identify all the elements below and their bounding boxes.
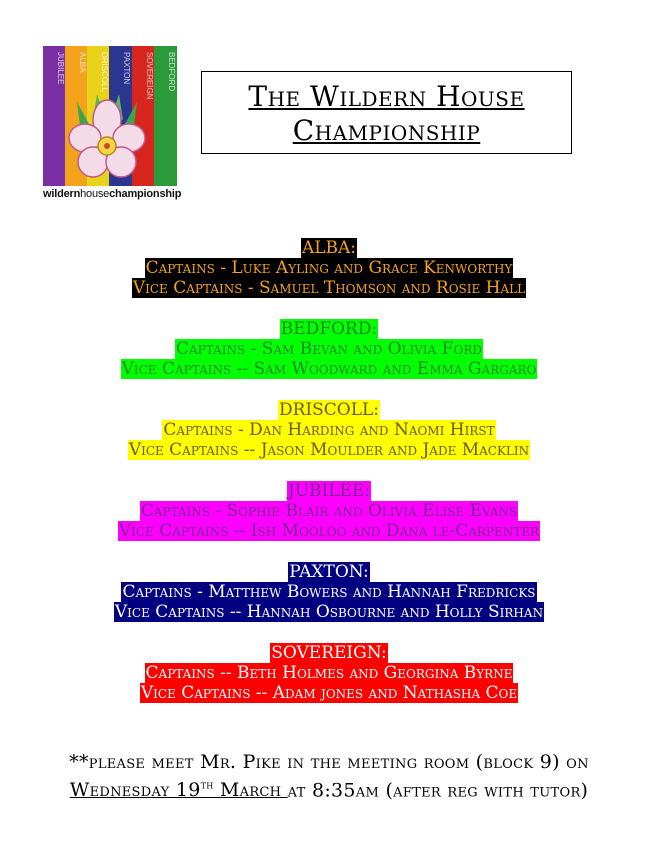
vice-captains-line: Vice Captains -- Sam Woodward and Emma Gargaro: [121, 359, 537, 379]
house-name: SOVEREIGN:: [271, 643, 387, 663]
house-block-driscoll: [0, 400, 658, 460]
captains-line: Captains - Matthew Bowers and Hannah Fredricks: [122, 582, 536, 602]
house-block-jubilee: [0, 481, 658, 541]
house-name: ALBA:: [301, 238, 357, 258]
title-box: [201, 71, 572, 154]
vice-captains-line: Vice Captains -- Ish Mooloo and Dana le-Carpenter: [118, 521, 540, 541]
page-title-line-2: Championship: [292, 114, 481, 147]
vice-captains-line: Vice Captains -- Adam jones and Nathasha Coe: [140, 683, 518, 703]
vice-captains-line: Vice Captains -- Jason Moulder and Jade Macklin: [128, 440, 530, 460]
vice-captains-line: Vice Captains -- Hannah Osbourne and Holly Sirhan: [114, 602, 544, 622]
vice-captains-line: Vice Captains - Samuel Thomson and Rosie Hall: [132, 278, 526, 298]
house-captains-list: [0, 238, 658, 724]
logo-graphic: [43, 46, 180, 186]
house-block-alba: [0, 238, 658, 298]
captains-line: Captains - Sam Bevan and Olivia Ford: [175, 339, 483, 359]
logo-stripe-label: sovereign: [144, 52, 158, 100]
logo-stripe-label: jubilee: [55, 52, 69, 85]
notice-suffix: at 8:35am (after reg with tutor): [287, 779, 589, 802]
captains-line: Captains -- Beth Holmes and Georgina Byrne: [145, 663, 513, 683]
logo-stripe-label: paxton: [121, 52, 135, 85]
logo-stripe-label: driscoll: [99, 52, 113, 93]
logo-stripe-label: bedford: [166, 52, 180, 92]
captains-line: Captains - Sophie Blair and Olivia Elise Evans: [140, 501, 518, 521]
house-name: PAXTON:: [289, 562, 369, 582]
house-championship-logo: [43, 46, 182, 206]
notice-prefix: **please meet Mr. Pike in the meeting room (block 9) on: [69, 751, 589, 773]
house-name: DRISCOLL:: [278, 400, 380, 420]
house-block-bedford: [0, 319, 658, 379]
captains-line: Captains - Dan Harding and Naomi Hirst: [163, 420, 495, 440]
house-block-sovereign: [0, 643, 658, 703]
page-title-line-1: The Wildern House: [248, 80, 525, 113]
captains-line: Captains - Luke Ayling and Grace Kenworthy: [145, 258, 513, 278]
meeting-notice: [20, 750, 638, 802]
house-name: BEDFORD:: [280, 319, 378, 339]
meeting-date: Wednesday 19th March: [69, 779, 288, 802]
house-block-paxton: [0, 562, 658, 622]
logo-wordmark: wildernhousechampionship: [43, 188, 182, 200]
house-name: JUBILEE:: [287, 481, 371, 501]
logo-stripe-label: alba: [77, 52, 91, 73]
